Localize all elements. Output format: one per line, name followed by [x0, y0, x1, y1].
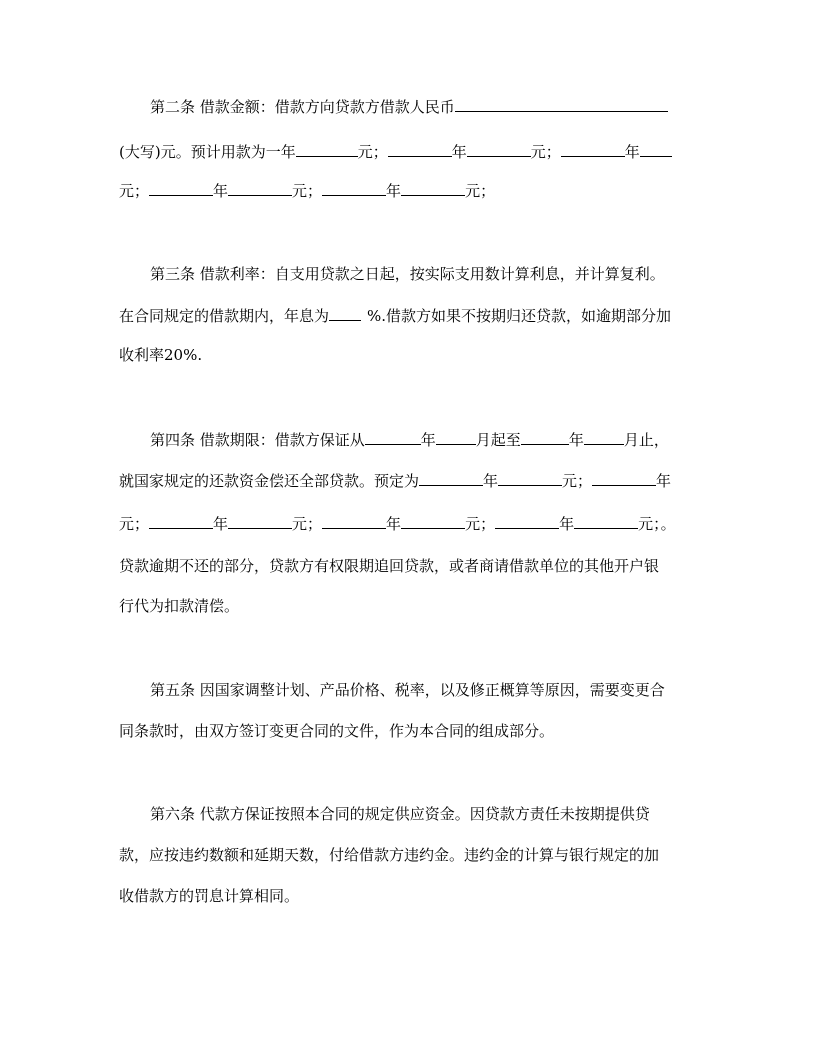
- text: 元；。: [638, 515, 676, 533]
- text: 年: [568, 431, 584, 449]
- fill-blank[interactable]: [401, 180, 465, 196]
- article-5-text: 第五条 因国家调整计划、产品价格、税率，以及修正概算等原因，需要变更合: [150, 681, 665, 699]
- text: 年: [386, 182, 402, 200]
- article-5-line-2: [119, 721, 699, 741]
- text: 月起至: [475, 431, 521, 449]
- fill-blank[interactable]: [322, 513, 386, 529]
- article-3-line-3: [119, 345, 699, 365]
- fill-blank[interactable]: [467, 141, 531, 157]
- text: (大写)元。预计用款为一年: [119, 143, 296, 161]
- article-2-line-2: [119, 141, 699, 161]
- text: 贷款逾期不还的部分，贷款方有权限期追回贷款，或者商请借款单位的其他开户银: [119, 557, 660, 575]
- text: 元；: [292, 515, 323, 533]
- text: 元；: [530, 143, 561, 161]
- text: %.借款方如果不按期归还贷款，如逾期部分加: [367, 307, 672, 325]
- interest-rate-blank[interactable]: [329, 305, 361, 321]
- article-2-line-3: [119, 180, 699, 200]
- article-4-line-5: [119, 596, 699, 616]
- fill-blank[interactable]: [365, 429, 421, 445]
- text: 年: [483, 472, 499, 490]
- text: 元；: [465, 182, 496, 200]
- text: 年: [451, 143, 467, 161]
- fill-blank[interactable]: [419, 470, 483, 486]
- text: 元；: [119, 182, 150, 200]
- article-3-line-1: [150, 264, 699, 284]
- text: 元；: [465, 515, 496, 533]
- text: 年: [624, 143, 640, 161]
- fill-blank[interactable]: [149, 180, 213, 196]
- article-3-text: 第三条 借款利率：自支用贷款之日起，按实际支用数计算利息，并计算复利。: [150, 265, 665, 283]
- text: 年: [559, 515, 575, 533]
- text: 月止，: [623, 431, 669, 449]
- fill-blank[interactable]: [584, 429, 624, 445]
- text: 就国家规定的还款资金偿还全部贷款。预定为: [119, 472, 420, 490]
- article-5-line-1: [150, 680, 699, 700]
- article-4-line-1: [150, 429, 699, 449]
- text: 款，应按违约数额和延期天数，付给借款方违约金。违约金的计算与银行规定的加: [119, 846, 660, 864]
- text: 年: [386, 515, 402, 533]
- fill-blank[interactable]: [322, 180, 386, 196]
- article-2-text: 第二条 借款金额：借款方向贷款方借款人民币: [150, 98, 455, 116]
- text: 元；: [119, 515, 150, 533]
- fill-blank[interactable]: [498, 470, 562, 486]
- text: 同条款时，由双方签订变更合同的文件，作为本合同的组成部分。: [119, 722, 555, 740]
- article-3-line-2: [119, 305, 699, 325]
- article-6-line-3: [119, 886, 699, 906]
- text: 元；: [357, 143, 388, 161]
- fill-blank[interactable]: [574, 513, 638, 529]
- fill-blank[interactable]: [149, 513, 213, 529]
- text: 年: [656, 472, 672, 490]
- text: 在合同规定的借款期内，年息为: [119, 307, 330, 325]
- fill-blank[interactable]: [401, 513, 465, 529]
- article-4-line-2: [119, 470, 699, 490]
- article-6-line-2: [119, 845, 699, 865]
- article-6-text: 第六条 代款方保证按照本合同的规定供应资金。因贷款方责任未按期提供贷: [150, 805, 650, 823]
- fill-blank[interactable]: [521, 429, 569, 445]
- text: 年: [213, 182, 229, 200]
- text: 年: [213, 515, 229, 533]
- amount-blank[interactable]: [455, 96, 668, 112]
- fill-blank[interactable]: [296, 141, 358, 157]
- article-4-text: 第四条 借款期限：借款方保证从: [150, 431, 365, 449]
- fill-blank[interactable]: [561, 141, 625, 157]
- text: 元；: [292, 182, 323, 200]
- fill-blank[interactable]: [495, 513, 559, 529]
- text: 收利率20%.: [119, 346, 203, 364]
- text: 元；: [562, 472, 593, 490]
- fill-blank[interactable]: [388, 141, 452, 157]
- text: 年: [420, 431, 436, 449]
- fill-blank[interactable]: [592, 470, 656, 486]
- text: 行代为扣款清偿。: [119, 597, 240, 615]
- fill-blank[interactable]: [228, 513, 292, 529]
- fill-blank[interactable]: [640, 141, 672, 157]
- article-2-line-1: [150, 96, 699, 116]
- article-4-line-4: [119, 556, 699, 576]
- article-4-line-3: [119, 513, 699, 533]
- article-6-line-1: [150, 804, 699, 824]
- fill-blank[interactable]: [228, 180, 292, 196]
- text: 收借款方的罚息计算相同。: [119, 887, 300, 905]
- fill-blank[interactable]: [436, 429, 476, 445]
